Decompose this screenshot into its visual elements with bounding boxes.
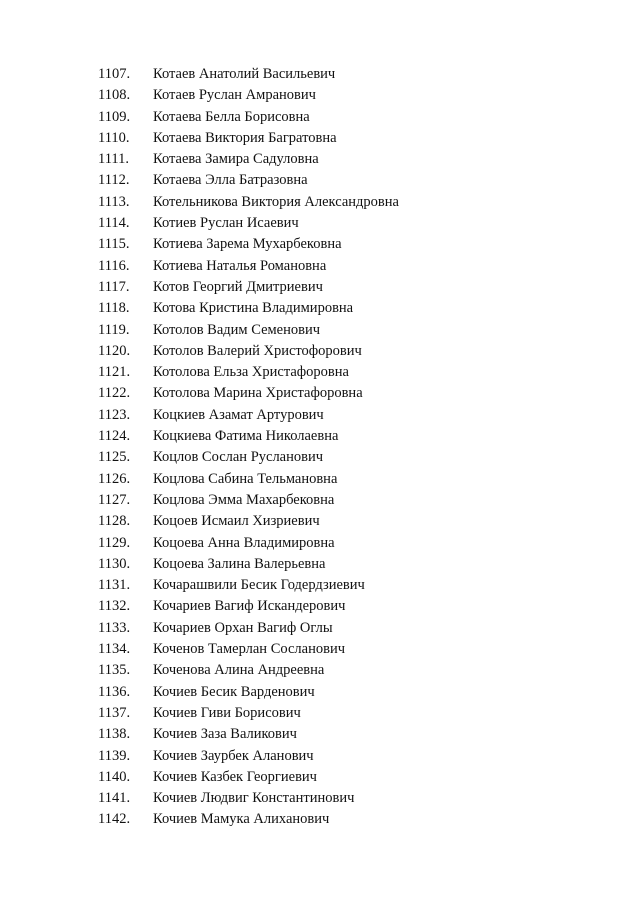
entry-number: 1129. [98, 534, 131, 551]
entry-name: Котолова Марина Христафоровна [153, 385, 363, 402]
list-item [98, 128, 399, 149]
list-item [98, 660, 399, 681]
list-item [98, 490, 399, 511]
entry-name: Котолов Вадим Семенович [153, 321, 321, 338]
entry-number: 1123. [98, 406, 131, 423]
entry-number: 1110. [98, 129, 130, 146]
entry-name: Коцоева Залина Валерьевна [153, 555, 326, 572]
list-item [98, 234, 399, 255]
entry-number: 1114. [98, 215, 130, 232]
list-item [98, 170, 399, 191]
list-item [98, 596, 399, 617]
entry-name: Кочиев Гиви Борисович [153, 704, 301, 721]
entry-number: 1140. [98, 768, 131, 785]
entry-number: 1125. [98, 449, 131, 466]
entry-number: 1127. [98, 491, 131, 508]
entry-name: Котов Георгий Дмитриевич [153, 278, 323, 295]
entry-name: Кочарашвили Бесик Годердзиевич [153, 577, 365, 594]
list-item [98, 639, 399, 660]
entry-name: Кочиев Мамука Алиханович [153, 811, 330, 828]
entry-number: 1122. [98, 385, 131, 402]
entry-number: 1115. [98, 236, 130, 253]
entry-name: Кочиев Заза Валикович [153, 726, 297, 743]
entry-name: Коцлов Сослан Русланович [153, 449, 324, 466]
list-item [98, 511, 399, 532]
entry-number: 1133. [98, 619, 131, 636]
entry-name: Кочариев Вагиф Искандерович [153, 598, 346, 615]
entry-number: 1120. [98, 342, 131, 359]
list-item [98, 724, 399, 745]
entry-number: 1107. [98, 66, 131, 82]
entry-name: Коченова Алина Андреевна [153, 662, 325, 679]
entry-name: Коченов Тамерлан Сосланович [153, 641, 345, 658]
entry-name: Котаев Анатолий Васильевич [153, 66, 336, 82]
entry-name: Котаев Руслан Амранович [153, 87, 316, 104]
entry-number: 1118. [98, 300, 130, 317]
list-item [98, 554, 399, 575]
list-item [98, 533, 399, 554]
entry-name: Коцоев Исмаил Хизриевич [153, 513, 320, 530]
list-item [98, 405, 399, 426]
list-item [98, 341, 399, 362]
entry-name: Котаева Белла Борисовна [153, 108, 310, 125]
entry-name: Котолов Валерий Христофорович [153, 342, 362, 359]
list-item [98, 149, 399, 170]
entry-number: 1130. [98, 555, 131, 572]
entry-number: 1112. [98, 172, 130, 189]
entry-name: Котельникова Виктория Александровна [153, 193, 399, 210]
entry-name: Коцлова Эмма Махарбековна [153, 491, 335, 508]
entry-number: 1131. [98, 577, 131, 594]
entry-name: Котолова Ельза Христафоровна [153, 364, 349, 381]
entry-number: 1113. [98, 193, 130, 210]
list-item [98, 213, 399, 234]
list-item [98, 469, 399, 490]
entry-number: 1139. [98, 747, 131, 764]
list-item [98, 809, 399, 830]
list-item [98, 703, 399, 724]
list-item [98, 64, 399, 85]
entry-number: 1132. [98, 598, 131, 615]
entry-number: 1134. [98, 641, 131, 658]
entry-number: 1111. [98, 151, 130, 168]
entry-name: Коцлова Сабина Тельмановна [153, 470, 338, 487]
entry-name: Котаева Замира Садуловна [153, 151, 319, 168]
entry-number: 1128. [98, 513, 131, 530]
entry-number: 1142. [98, 811, 131, 828]
list-item [98, 447, 399, 468]
list-item [98, 575, 399, 596]
list-item [98, 256, 399, 277]
list-item [98, 320, 399, 341]
entry-number: 1108. [98, 87, 131, 104]
entry-number: 1121. [98, 364, 131, 381]
entry-name: Котаева Виктория Багратовна [153, 129, 337, 146]
entry-number: 1138. [98, 726, 131, 743]
list-item [98, 682, 399, 703]
list-item [98, 618, 399, 639]
entry-number: 1141. [98, 790, 131, 807]
entry-name: Котова Кристина Владимировна [153, 300, 354, 317]
list-item [98, 383, 399, 404]
entry-name: Кочиев Заурбек Аланович [153, 747, 314, 764]
entry-name: Коцоева Анна Владимировна [153, 534, 335, 551]
list-item [98, 192, 399, 213]
entry-name: Котиева Наталья Романовна [153, 257, 327, 274]
entry-name: Котиева Зарема Мухарбековна [153, 236, 342, 253]
entry-number: 1119. [98, 321, 130, 338]
entry-name: Кочиев Бесик Варденович [153, 683, 315, 700]
entry-number: 1124. [98, 428, 131, 445]
entry-name: Коцкиева Фатима Николаевна [153, 428, 339, 445]
entry-name: Коцкиев Азамат Артурович [153, 406, 324, 423]
entry-number: 1126. [98, 470, 131, 487]
list-item [98, 426, 399, 447]
entry-number: 1137. [98, 704, 131, 721]
entry-name: Котиев Руслан Исаевич [153, 215, 299, 232]
entry-number: 1117. [98, 278, 130, 295]
entry-number: 1135. [98, 662, 131, 679]
entry-name: Кочиев Казбек Георгиевич [153, 768, 317, 785]
list-item [98, 277, 399, 298]
list-item [98, 107, 399, 128]
entry-name: Кочариев Орхан Вагиф Оглы [153, 619, 333, 636]
list-item [98, 788, 399, 809]
entry-number: 1136. [98, 683, 131, 700]
list-item [98, 767, 399, 788]
entry-name: Котаева Элла Батразовна [153, 172, 308, 189]
list-item [98, 298, 399, 319]
name-list [98, 64, 399, 831]
entry-name: Кочиев Людвиг Константинович [153, 790, 355, 807]
entry-number: 1109. [98, 108, 131, 125]
list-item [98, 746, 399, 767]
list-item [98, 85, 399, 106]
list-item [98, 362, 399, 383]
entry-number: 1116. [98, 257, 130, 274]
